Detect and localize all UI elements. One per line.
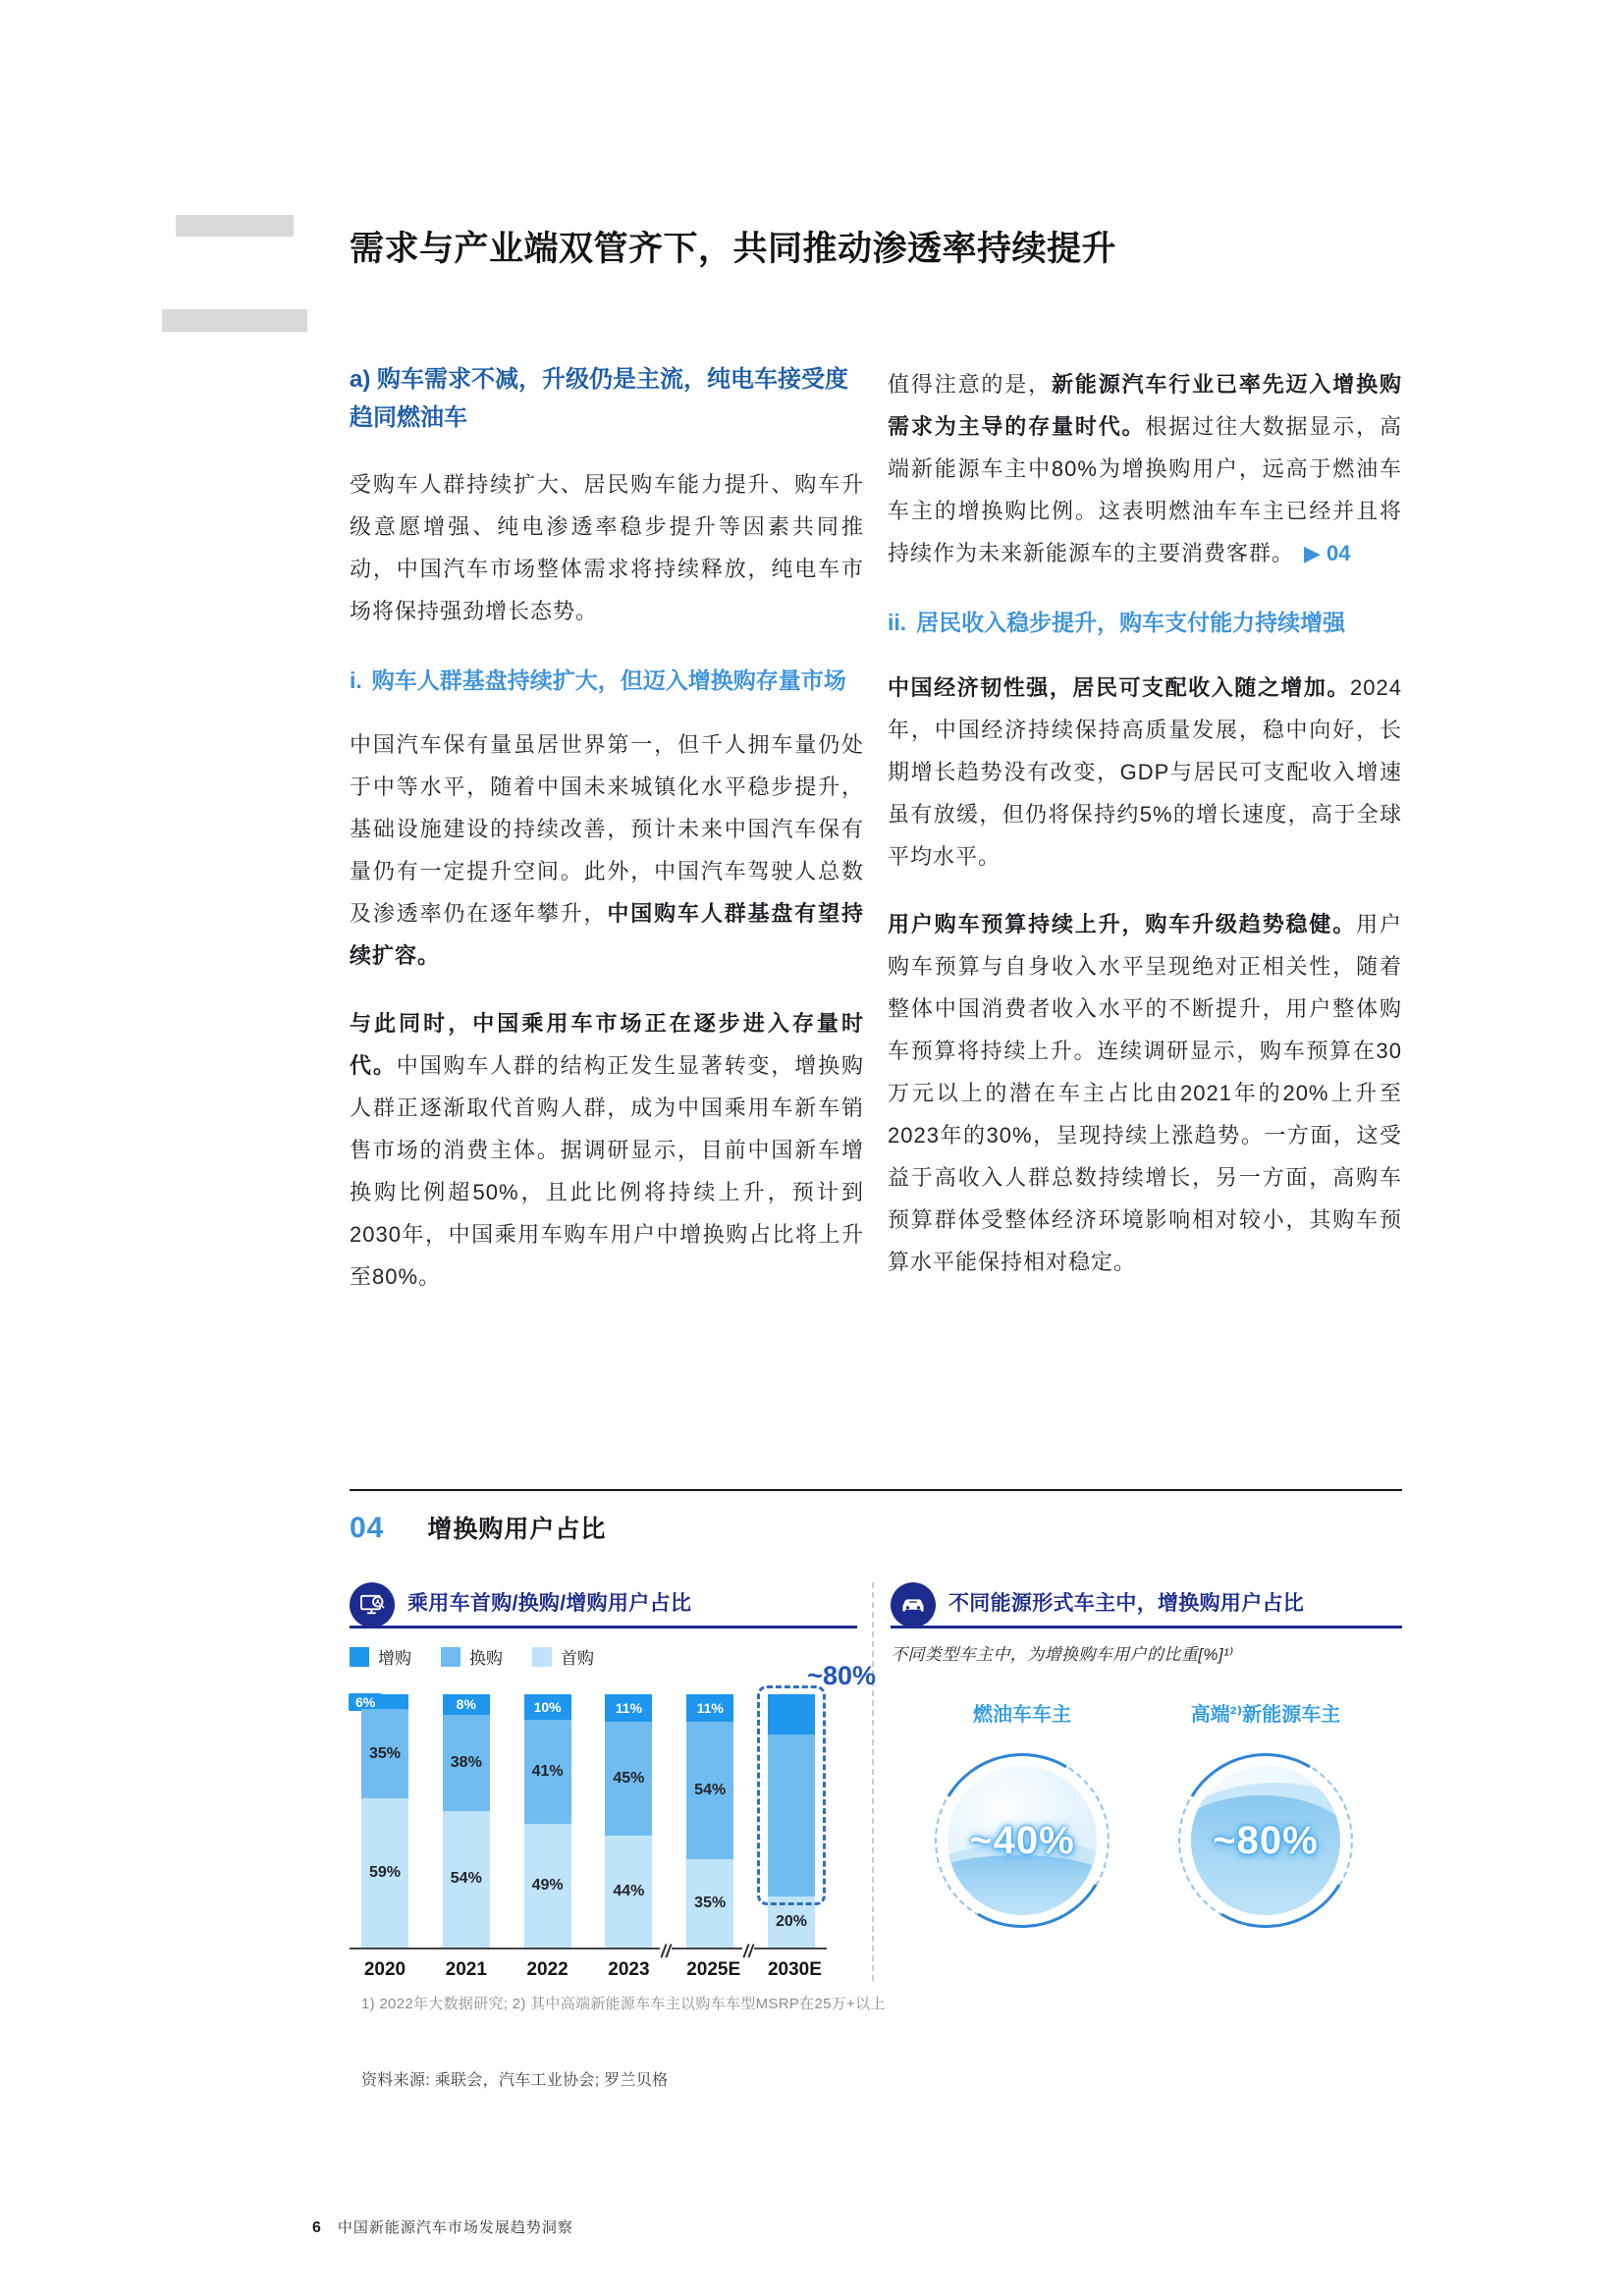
x-axis-labels <box>350 1959 827 1981</box>
footer-doc-title: 中国新能源汽车市场发展趋势洞察 <box>337 2219 573 2236</box>
paragraph: 中国经济韧性强，居民可支配收入随之增加。2024年，中国经济持续保持高质量发展，稳中向好，长期增长趋势没有改变，GDP与居民可支配收入增速虽有放缓，但仍将保持约5%的增长速度，高于全球平均水平。 <box>888 674 1402 869</box>
bar-segment-换购 <box>361 1709 408 1797</box>
bar-segment-换购 <box>443 1715 490 1811</box>
bar-2030E <box>768 1661 876 1948</box>
gauge-value: ~80% <box>1213 1818 1319 1862</box>
bar-segment-首购 <box>768 1896 815 1948</box>
page-footer <box>312 2216 573 2237</box>
gauge-value: ~40% <box>969 1818 1075 1862</box>
bar-segment-增购 <box>686 1694 733 1722</box>
bar-segment-首购 <box>605 1836 652 1948</box>
x-axis-label: 2030E <box>767 1959 822 1980</box>
bar-value-label: 20% <box>775 1913 807 1931</box>
bar-segment-增购 <box>605 1694 652 1722</box>
annotation-label: ~80% <box>807 1661 876 1691</box>
bar-value-label: 59% <box>368 1863 402 1881</box>
bar-value-label: 54% <box>450 1870 482 1888</box>
section-ii-heading <box>888 606 1402 641</box>
section-i-number: i. <box>350 667 362 693</box>
x-axis-label: 2022 <box>526 1959 568 1980</box>
bar-segment-首购 <box>686 1859 733 1948</box>
bar-chart-title: 乘用车首购/换购/增购用户占比 <box>407 1592 692 1615</box>
bar-chart-panel-header <box>350 1582 857 1629</box>
bar-value-label: 49% <box>531 1876 564 1894</box>
gauge-nev-owners <box>1169 1698 1362 1915</box>
bar-value-label: 10% <box>533 1698 562 1715</box>
x-axis-label: 2021 <box>445 1959 487 1980</box>
figure-footnote: 1) 2022年大数据研究; 2) 其中高端新能源车车主以购车车型MSRP在25万+以上 <box>361 1996 886 2012</box>
bar-segment-增购 <box>443 1694 490 1715</box>
bar-2021 <box>443 1694 490 1948</box>
bar-segment-换购 <box>686 1722 733 1858</box>
gauge-label: 高端²⁾新能源车主 <box>1190 1704 1341 1726</box>
axis-break-icon: // <box>743 1942 754 1961</box>
bar-value-label: 35% <box>694 1894 727 1911</box>
bar-value-label: 6% <box>349 1693 382 1711</box>
bar-segment-增购 <box>524 1694 571 1720</box>
car-icon <box>891 1582 936 1628</box>
legend-swatch <box>441 1647 460 1667</box>
left-column <box>350 361 864 1298</box>
bar-segment-换购 <box>768 1735 815 1896</box>
paragraph: 值得注意的是，新能源汽车行业已率先迈入增换购需求为主导的存量时代。根据过往大数据显示，高端新能源车主中80%为增换购用户，远高于燃油车车主的增换购比例。这表明燃油车车主已经并且将持续作为未来新能源车的主要消费客群。 ▶ 04 <box>888 372 1402 565</box>
section-ii-title: 居民收入稳步提升，购车支付能力持续增强 <box>916 610 1346 635</box>
paragraph: 受购车人群持续扩大、居民购车能力提升、购车升级意愿增强、纯电渗透率稳步提升等因素共同推动，中国汽车市场整体需求将持续释放，纯电车市场将保持强劲增长态势。 <box>350 471 864 623</box>
decorative-gray-bar-2 <box>162 309 307 332</box>
x-axis-label: 2023 <box>608 1959 650 1980</box>
bar-value-label: 8% <box>456 1696 476 1713</box>
gauge-panel <box>872 1582 1402 1981</box>
gauge-fuel-owners <box>926 1698 1118 1915</box>
bar-value-label: 38% <box>450 1753 482 1771</box>
bar-segment-增购 <box>355 1693 408 1710</box>
bar-segment-首购 <box>361 1798 408 1948</box>
gauge-panel-header <box>891 1582 1402 1629</box>
x-axis-label: 2025E <box>686 1959 741 1980</box>
gauge-chart-subtitle: 不同类型车主中，为增换购车用户的比重[%]¹⁾ <box>891 1645 1234 1664</box>
bar-value-label: 44% <box>613 1883 645 1900</box>
section-i-title: 购车人群基盘持续扩大，但迈入增换购存量市场 <box>371 667 846 693</box>
paragraph: 与此同时，中国乘用车市场正在逐步进入存量时代。中国购车人群的结构正发生显著转变，增换购人群正逐渐取代首购人群，成为中国乘用车新车销售市场的消费主体。据调研显示，目前中国新车增换购比例超50%，且此比例将持续上升，预计到2030年，中国乘用车购车用户中增换购占比将上升至80%。 <box>350 1011 864 1290</box>
body-columns <box>350 361 1402 1298</box>
stacked-bar-chart <box>350 1661 876 1981</box>
section-i-heading <box>350 664 864 699</box>
figure-title: 增换购用户占比 <box>427 1516 607 1543</box>
legend-swatch <box>532 1647 552 1667</box>
bar-area <box>350 1661 876 1961</box>
bar-value-label: 11% <box>615 1700 643 1717</box>
bar-2020 <box>355 1693 408 1948</box>
gauge-row <box>891 1698 1402 1915</box>
bar-2025E <box>686 1694 733 1948</box>
bar-segment-首购 <box>524 1824 571 1948</box>
figure-top-rule <box>350 1489 1402 1491</box>
right-column <box>888 361 1402 1298</box>
bar-value-label: 45% <box>613 1770 645 1788</box>
gauge-label: 燃油车车主 <box>973 1704 1071 1726</box>
figure-panels <box>350 1582 1402 1981</box>
water-ball <box>947 1766 1097 1915</box>
monitor-magnifier-icon <box>350 1582 395 1628</box>
paragraph: 用户购车预算持续上升，购车升级趋势稳健。用户购车预算与自身收入水平呈现绝对正相关性，随着整体中国消费者收入水平的不断提升，用户整体购车预算将持续上升。连续调研显示，购车预算在30万元以上的潜在车主占比由2021年的20%上升至2023年的30%，呈现持续上涨趋势。一方面，这受益于高收入人群总数持续增长，另一方面，高购车预算群体受整体经济环境影响相对较小，其购车预算水平能保持相对稳定。 <box>888 911 1402 1274</box>
bar-value-label: 54% <box>694 1782 727 1799</box>
bar-segment-换购 <box>605 1722 652 1836</box>
bar-2022 <box>524 1694 571 1948</box>
legend-swatch <box>350 1647 369 1667</box>
gauge-chart-title: 不同能源形式车主中，增换购用户占比 <box>948 1592 1305 1615</box>
bar-chart-panel <box>350 1582 876 1981</box>
paragraph: 中国汽车保有量虽居世界第一，但千人拥车量仍处于中等水平，随着中国未来城镇化水平稳步提升，基础设施建设的持续改善，预计未来中国汽车保有量仍有一定提升空间。此外，中国汽车驾驶人总数及渗透率仍在逐年攀升，中国购车人群基盘有望持续扩容。 <box>350 732 864 969</box>
bar-2023 <box>605 1694 652 1948</box>
footer-page-number: 6 <box>312 2219 321 2236</box>
section-ii-number: ii. <box>888 610 907 635</box>
figure-number: 04 <box>350 1512 385 1544</box>
water-ball <box>1191 1766 1340 1915</box>
bar-value-label: 35% <box>368 1744 402 1762</box>
legend-item-换购: 换购 <box>441 1644 503 1669</box>
legend-item-增购: 增购 <box>350 1644 411 1669</box>
bar-value-label: 11% <box>696 1700 724 1717</box>
chart-legend <box>350 1644 857 1669</box>
bar-segment-首购 <box>443 1811 490 1948</box>
section-a-heading: a) 购车需求不减，升级仍是主流，纯电车接受度趋同燃油车 <box>350 366 849 431</box>
figure-header <box>350 1510 606 1545</box>
bar-value-label: 41% <box>531 1762 564 1780</box>
page-title: 需求与产业端双管齐下，共同推动渗透率持续提升 <box>350 230 1117 269</box>
decorative-gray-bar-1 <box>176 215 294 237</box>
axis-break-icon: // <box>661 1942 672 1961</box>
x-axis-label: 2020 <box>363 1959 406 1980</box>
legend-item-首购: 首购 <box>532 1644 594 1669</box>
source-line: 资料来源: 乘联会，汽车工业协会; 罗兰贝格 <box>361 2072 669 2089</box>
bar-segment-换购 <box>524 1720 571 1824</box>
bar-segment-增购 <box>768 1694 815 1735</box>
